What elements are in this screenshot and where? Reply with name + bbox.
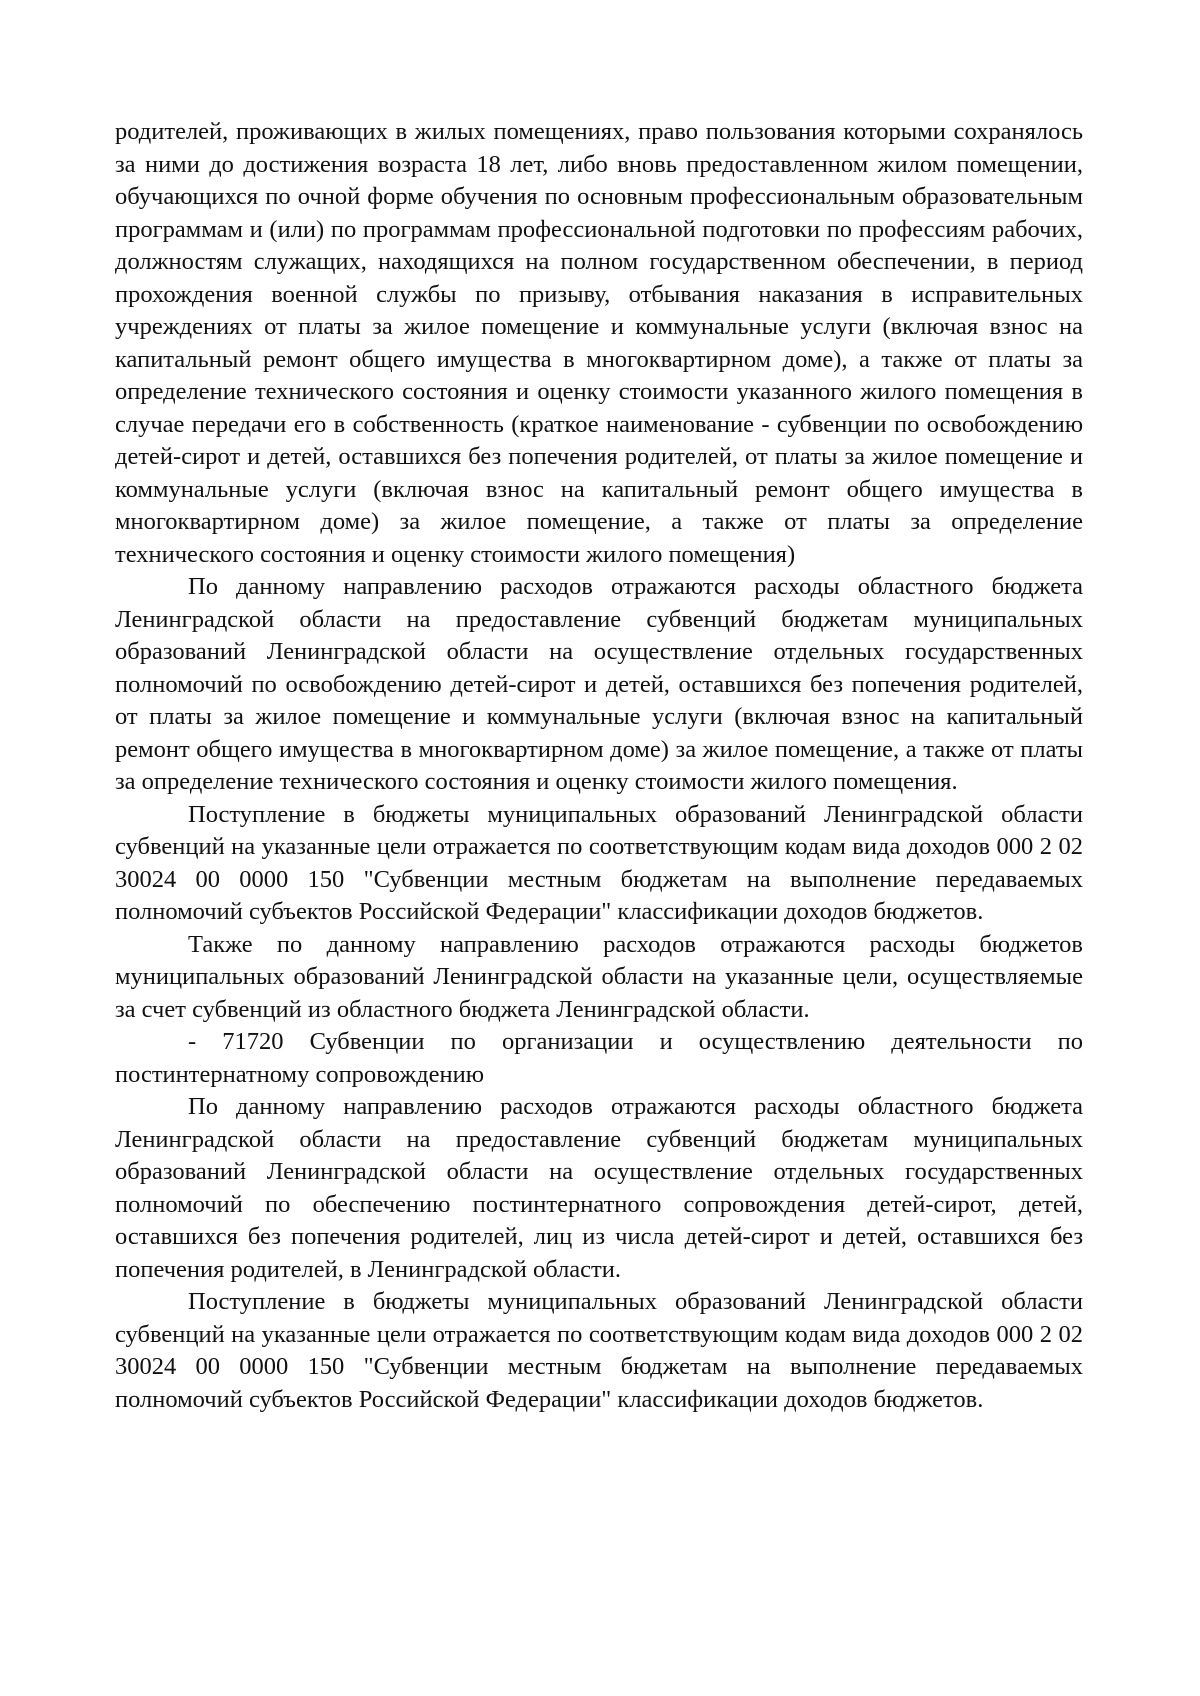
document-page	[115, 116, 1083, 1416]
paragraph-revenue-codes-2: Поступление в бюджеты муниципальных образований Ленинградской области субвенций на указанные цели отражается по соответствующим кодам вида доходов 000 2 02 30024 00 0000 150 "Субвенции местным бюджетам на выполнение передаваемых полномочий субъектов Российской Федерации" классификации доходов бюджетов.	[115, 1288, 1083, 1413]
paragraph-postinternat-expenses: По данному направлению расходов отражаются расходы областного бюджета Ленинградской области на предоставление субвенций бюджетам муниципальных образований Ленинградской области на осуществление отдельных государственных полномочий по обеспечению постинтернатного сопровождения детей-сирот, детей, оставшихся без попечения родителей, лиц из числа детей-сирот и детей, оставшихся без попечения родителей, в Ленинградской области.	[115, 1093, 1083, 1283]
paragraph-regional-expenses: По данному направлению расходов отражаются расходы областного бюджета Ленинградской области на предоставление субвенций бюджетам муниципальных образований Ленинградской области на осуществление отдельных государственных полномочий по освобождению детей-сирот и детей, оставшихся без попечения родителей, от платы за жилое помещение и коммунальные услуги (включая взнос на капитальный ремонт общего имущества в многоквартирном доме) за жилое помещение, а также от платы за определение технического состояния и оценку стоимости жилого помещения.	[115, 573, 1083, 795]
paragraph-revenue-codes: Поступление в бюджеты муниципальных образований Ленинградской области субвенций на указанные цели отражается по соответствующим кодам вида доходов 000 2 02 30024 00 0000 150 "Субвенции местным бюджетам на выполнение передаваемых полномочий субъектов Российской Федерации" классификации доходов бюджетов.	[115, 800, 1083, 925]
paragraph-continuation: родителей, проживающих в жилых помещениях, право пользования которыми сохранялось за ними до достижения возраста 18 лет, либо вновь предоставленном жилом помещении, обучающихся по очной форме обучения по основным профессиональным образовательным программам и (или) по программам профессиональной подготовки по профессиям рабочих, должностям служащих, находящихся на полном государственном обеспечении, в период прохождения военной службы по призыву, отбывания наказания в исправительных учреждениях от платы за жилое помещение и коммунальные услуги (включая взнос на капитальный ремонт общего имущества в многоквартирном доме), а также от платы за определение технического состояния и оценку стоимости указанного жилого помещения в случае передачи его в собственность (краткое наименование - субвенции по освобождению детей-сирот и детей, оставшихся без попечения родителей, от платы за жилое помещение и коммунальные услуги (включая взнос на капитальный ремонт общего имущества в многоквартирном доме) за жилое помещение, а также от платы за определение технического состояния и оценку стоимости жилого помещения)	[115, 118, 1083, 568]
paragraph-municipal-expenses: Также по данному направлению расходов отражаются расходы бюджетов муниципальных образований Ленинградской области на указанные цели, осуществляемые за счет субвенций из областного бюджета Ленинградской области.	[115, 930, 1083, 1023]
paragraph-item-71720: - 71720 Субвенции по организации и осуществлению деятельности по постинтернатному сопровождению	[115, 1028, 1083, 1088]
